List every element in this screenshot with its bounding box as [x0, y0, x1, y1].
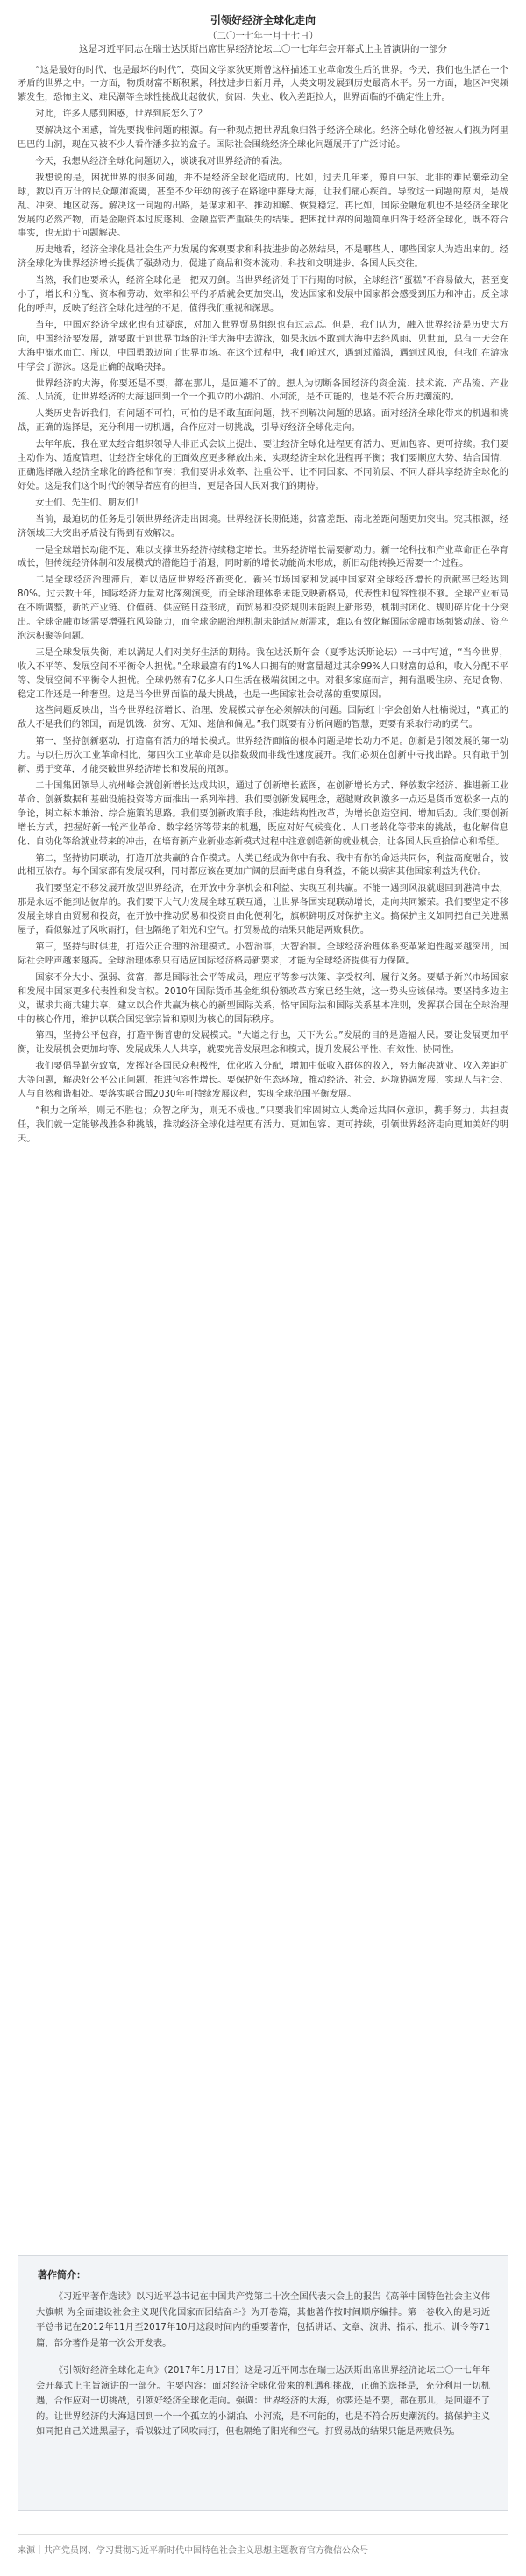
author-note-heading: 著作简介： [38, 2269, 86, 2281]
paragraph: 要解决这个困惑，首先要找准问题的根源。有一种观点把世界乱象归咎于经济全球化。经济全球化曾经被人们视为阿里巴巴的山洞，现在又被不少人看作潘多拉的盒子。国际社会围绕经济全球化问题展开了广泛讨论。 [18, 126, 508, 151]
article-subtitle: 这是习近平同志在瑞士达沃斯出席世界经济论坛二〇一七年年会开幕式上主旨演讲的一部分 [79, 44, 447, 54]
paragraph: 第一，坚持创新驱动，打造富有活力的增长模式。世界经济面临的根本问题是增长动力不足。创新是引领发展的第一动力。与以往历次工业革命相比，第四次工业革命是以指数级而非线性速度展开。我们必须在创新中寻找出路。只有敢于创新、勇于变革，才能突破世界经济增长和发展的瓶颈。 [18, 737, 508, 775]
paragraph: “积力之所举，则无不胜也；众智之所为，则无不成也。”只要我们牢固树立人类命运共同体意识，携手努力、共担责任，我们就一定能够战胜各种挑战，推动经济全球化进程更有活力、更加包容、更可持续，引领世界经济走向更加美好的明天。 [18, 1105, 508, 1144]
paragraph: 当前，最迫切的任务是引领世界经济走出困境。世界经济长期低迷，贫富差距、南北差距问题更加突出。究其根源，经济领域三大突出矛盾没有得到有效解决。 [18, 514, 508, 539]
paragraph: 女士们、先生们、朋友们！ [35, 498, 144, 508]
paragraph: 国家不分大小、强弱、贫富，都是国际社会平等成员，理应平等参与决策、享受权利、履行义务。要赋予新兴市场国家和发展中国家更多代表性和发言权。2010年国际货币基金组织份额改革方案已经生效，这一势头应该保持。要坚持多边主义，谋求共商共建共享，建立以合作共赢为核心的新型国际关系，恪守国际法和国际关系基本准则，发挥联合国在全球治理中的核心作用，维护以联合国宪章宗旨和原则为核心的国际秩序。 [18, 972, 508, 1025]
paragraph: 当年，中国对经济全球化也有过疑虑，对加入世界贸易组织也有过忐忑。但是，我们认为，融入世界经济是历史大方向，中国经济要发展，就要敢于到世界市场的汪洋大海中去游泳，如果永远不敢到大海中去经风雨、见世面，总有一天会在大海中溺水而亡。所以，中国勇敢迈向了世界市场。在这个过程中，我们呛过水，遇到过漩涡，遇到过风浪，但我们在游泳中学会了游泳。这是正确的战略抉择。 [18, 320, 508, 372]
paragraph: 世界经济的大海，你要还是不要，都在那儿，是回避不了的。想人为切断各国经济的资金流、技术流、产品流、产业流、人员流，让世界经济的大海退回到一个一个孤立的小湖泊、小河流，是不可能的，也是不符合历史潮流的。 [18, 378, 508, 403]
paragraph: 当然，我们也要承认，经济全球化是一把双刃剑。当世界经济处于下行期的时候，全球经济“蛋糕”不容易做大，甚至变小了，增长和分配、资本和劳动、效率和公平的矛盾就会更加突出，发达国家和发展中国家都会感受到压力和冲击。反全球化的呼声，反映了经济全球化进程的不足，值得我们重视和深思。 [18, 276, 508, 314]
paragraph: 我想说的是，困扰世界的很多问题，并不是经济全球化造成的。比如，过去几年来，源自中东、北非的难民潮牵动全球，数以百万计的民众颠沛流离，甚至不少年幼的孩子在路途中葬身大海，让我们痛心疾首。导致这一问题的原因，是战乱、冲突、地区动荡。解决这一问题的出路，是谋求和平、推动和解、恢复稳定。再比如，国际金融危机也不是经济全球化发展的必然产物，而是金融资本过度逐利、金融监管严重缺失的结果。把困扰世界的问题简单归咎于经济全球化，既不符合事实，也无助于问题解决。 [18, 173, 508, 239]
paragraph: 人类历史告诉我们，有问题不可怕，可怕的是不敢直面问题，找不到解决问题的思路。面对经济全球化带来的机遇和挑战，正确的选择是，充分利用一切机遇，合作应对一切挑战，引导好经济全球化走向。 [18, 409, 508, 434]
paragraph: 历史地看，经济全球化是社会生产力发展的客观要求和科技进步的必然结果，不是哪些人、哪些国家人为造出来的。经济全球化为世界经济增长提供了强劲动力，促进了商品和资本流动、科技和文明进步、各国人民交往。 [18, 245, 508, 270]
article-title: 引领好经济全球化走向 [210, 14, 316, 26]
paragraph: 二是全球经济治理滞后，难以适应世界经济新变化。新兴市场国家和发展中国家对全球经济增长的贡献率已经达到80%。过去数十年，国际经济力量对比深刻演变，而全球治理体系未能反映新格局，代表性和包容性很不够。全球产业布局在不断调整，新的产业链、价值链、供应链日益形成，而贸易和投资规则未能跟上新形势，机制封闭化、规则碎片化十分突出。全球金融市场需要增强抗风险能力，而全球金融治理机制未能适应新需求，难以有效化解国际金融市场频繁动荡、资产泡沫积聚等问题。 [18, 575, 508, 641]
paragraph: “这是最好的时代，也是最坏的时代”，英国文学家狄更斯曾这样描述工业革命发生后的世界。今天，我们也生活在一个矛盾的世界之中。一方面，物质财富不断积累，科技进步日新月异，人类文明发展到历史最高水平。另一方面，地区冲突频繁发生，恐怖主义、难民潮等全球性挑战此起彼伏，贫困、失业、收入差距拉大，世界面临的不确定性上升。 [18, 65, 508, 103]
paragraph: 去年年底，我在亚太经合组织领导人非正式会议上提出，要让经济全球化进程更有活力、更加包容、更可持续。我们要主动作为、适度管理，让经济全球化的正面效应更多释放出来，实现经济全球化进程再平衡；我们要顺应大势、结合国情，正确选择融入经济全球化的路径和节奏；我们要讲求效率、注重公平，让不同国家、不同阶层、不同人群共享经济全球化的好处。这是我们这个时代的领导者应有的担当，更是各国人民对我们的期待。 [18, 440, 508, 491]
paragraph: 今天，我想从经济全球化问题切入，谈谈我对世界经济的看法。 [35, 156, 288, 166]
paragraph: 我们要倡导勤劳致富，发挥好各国民众积极性，优化收入分配，增加中低收入群体的收入，努力解决就业、收入差距扩大等问题，解决好公平公正问题，推进包容性增长。要保护好生态环境，推动经济、社会、环境协调发展，实现人与社会、人与自然和谐相处。要落实联合国2030年可持续发展议程，实现全球范围平衡发展。 [18, 1062, 508, 1100]
footer-divider [18, 2534, 508, 2535]
paragraph: 二十国集团领导人杭州峰会就创新增长达成共识，通过了创新增长蓝图，在创新增长方式、释放数字经济、推进新工业革命、创新数据和基础设施投资等方面推出一系列举措。我们要创新发展理念，超越财政刺激多一点还是货币宽松多一点的争论，树立标本兼治、综合施策的思路。我们要创新政策手段，推进结构性改革，为增长创造空间、增加后劲。我们要创新增长方式，把握好新一轮产业革命、数字经济等带来的机遇，既应对好气候变化、人口老龄化等带来的挑战，也化解信息化、自动化等给就业带来的冲击，在培育新产业新业态新模式过程中注意创造新的就业机会，让各国人民重拾信心和希望。 [18, 781, 508, 847]
article [0, 0, 526, 1147]
paragraph: 这些问题反映出，当今世界经济增长、治理、发展模式存在必须解决的问题。国际红十字会创始人杜楠说过，“真正的敌人不是我们的邻国，而是饥饿、贫穷、无知、迷信和偏见。”我们既要有分析问题的智慧，更要有采取行动的勇气。 [18, 706, 508, 730]
article-date: （二〇一七年一月十七日） [208, 31, 318, 41]
author-note-paragraph: 《习近平著作选读》以习近平总书记在中国共产党第二十次全国代表大会上的报告《高举中国特色社会主义伟大旗帜 为全面建设社会主义现代化国家而团结奋斗》为开卷篇，其他著作按时间顺序编排。第一卷收入的是习近平总书记在2012年11月至2017年10月这段时间内的重要著作，包括讲话、文章、演讲、指示、批示、训令等71篇，部分著作是第一次公开发表。 [36, 2291, 490, 2348]
paragraph: 对此，许多人感到困惑，世界到底怎么了？ [35, 109, 207, 120]
paragraph: 第三，坚持与时俱进，打造公正合理的治理模式。小智治事，大智治制。全球经济治理体系变革紧迫性越来越突出，国际社会呼声越来越高。全球治理体系只有适应国际经济格局新要求，才能为全球经济提供有力保障。 [18, 942, 508, 966]
article-body [18, 64, 508, 1147]
paragraph: 第二，坚持协同联动，打造开放共赢的合作模式。人类已经成为你中有我、我中有你的命运共同体，利益高度融合，彼此相互依存。每个国家都有发展权利，同时都应该在更加广阔的层面考虑自身利益，不能以损害其他国家利益为代价。 [18, 853, 508, 878]
paragraph: 三是全球发展失衡，难以满足人们对美好生活的期待。我在达沃斯年会（夏季达沃斯论坛）一书中写道，“当今世界，收入不平等、发展空间不平衡令人担忧。”全球最富有的1%人口拥有的财富量超过其余99%人口财富的总和，收入分配不平等、发展空间不平衡令人担忧。全球仍然有7亿多人口生活在极端贫困之中。对很多家庭而言，拥有温暖住房、充足食物、稳定工作还是一种奢望。这是当今世界面临的最大挑战，也是一些国家社会动荡的重要原因。 [18, 647, 508, 700]
source-credit: 来源｜共产党员网、学习贯彻习近平新时代中国特色社会主义思想主题教育官方微信公众号 [18, 2546, 368, 2556]
paragraph: 第四，坚持公平包容，打造平衡普惠的发展模式。“大道之行也，天下为公。”发展的目的是造福人民。要让发展更加平衡，让发展机会更加均等、发展成果人人共享，就要完善发展理念和模式，提升发展公平性、有效性、协同性。 [18, 1031, 508, 1055]
author-note-paragraph: 《引领好经济全球化走向》（2017年1月17日）这是习近平同志在瑞士达沃斯出席世界经济论坛二〇一七年年会开幕式上主旨演讲的一部分。主要内容：面对经济全球化带来的机遇和挑战，正确的选择是，充分利用一切机遇，合作应对一切挑战，引领好经济全球化走向。强调：世界经济的大海，你要还是不要，都在那儿，是回避不了的。让世界经济的大海退回到一个一个孤立的小湖泊、小河流，是不可能的，也是不符合历史潮流的。搞保护主义如同把自己关进黑屋子，看似躲过了风吹雨打，但也隔绝了阳光和空气。打贸易战的结果只能是两败俱伤。 [36, 2365, 490, 2437]
author-note-box [18, 2255, 508, 2511]
paragraph: 一是全球增长动能不足，难以支撑世界经济持续稳定增长。世界经济增长需要新动力。新一轮科技和产业革命正在孕育成长，但传统经济体制和发展模式的潜能趋于消退，同时新的增长动能尚未形成，新旧动能转换还需要一个过程。 [18, 545, 508, 569]
paragraph: 我们要坚定不移发展开放型世界经济，在开放中分享机会和利益、实现互利共赢。不能一遇到风浪就退回到港湾中去，那是永远不能到达彼岸的。我们要下大气力发展全球互联互通，让世界各国实现联动增长，走向共同繁荣。我们要坚定不移发展全球自由贸易和投资，在开放中推动贸易和投资自由化便利化，旗帜鲜明反对保护主义。搞保护主义如同把自己关进黑屋子，看似躲过了风吹雨打，但也隔绝了阳光和空气。打贸易战的结果只能是两败俱伤。 [18, 884, 508, 936]
